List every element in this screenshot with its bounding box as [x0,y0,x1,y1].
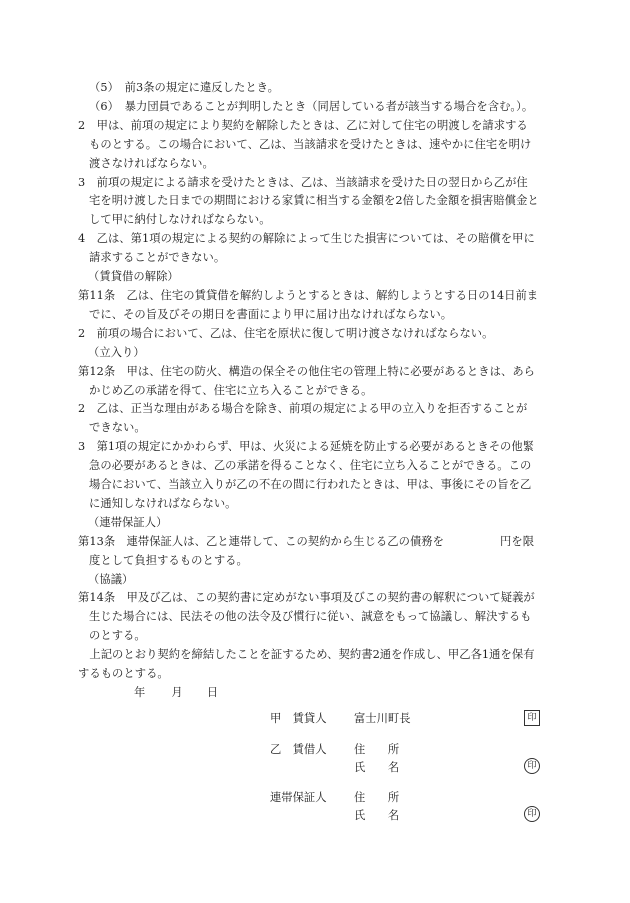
article-14-line-3: のとする。 [89,629,146,643]
closing-line-1: 上記のとおり契約を締結したことを証するため、契約書2通を作成し、甲乙各1通を保有 [78,648,535,662]
article-12-line-2: かじめ乙の承諾を得て、住宅に立ち入ることができる。 [89,383,373,397]
paragraph-number: 2 [78,118,86,132]
paragraph-2-line-2: ものとする。この場合において、乙は、当該請求を受けたときは、速やかに住宅を明け [89,137,532,151]
guarantor-role: 連帯保証人 [270,791,327,804]
paragraph-text: 前項の規定による請求を受けたときは、乙は、当該請求を受けた日の翌日から乙が住 [85,175,528,189]
lessee-address-label: 住 所 [354,743,400,756]
clause-item-5: （5） 前3条の規定に違反したとき。 [89,81,279,94]
article-14-line-1: 第14条 甲及び乙は、この契約書に定めがない事項及びこの契約書の解釈について疑義が [78,591,535,605]
article-13-line-2: 度として負担するものとする。 [89,553,248,567]
paragraph-3-line-3: して甲に納付しなければならない。 [89,213,271,227]
article-13-limit-text: 円を限 [500,534,535,548]
article-12-paragraph-3-line-3: 場合において、当該立入りが乙の不在の間に行われたときは、甲は、事後にその旨を乙 [89,478,532,492]
article-12-paragraph-2-line-1: 2 乙は、正当な理由がある場合を除き、前項の規定による甲の立入りを拒否することが [78,402,528,416]
contract-body [78,79,578,703]
article-12-paragraph-2-line-2: できない。 [89,421,146,435]
year-label: 年 [134,686,146,699]
paragraph-text: 甲は、前項の規定により契約を解除したときは、乙に対して住宅の明渡しを請求する [85,118,528,132]
article-11-line-1: 第11条 乙は、住宅の賃貸借を解約しようとするときは、解約しようとする日の14日前ま [78,288,539,302]
article-12-paragraph-3-line-4: に通知しなければならない。 [89,496,237,510]
caption-article-11: （賃貸借の解除） [88,270,179,284]
paragraph-3-line-2: 宅を明け渡した日までの期間における家賃に相当する金額を2倍した金額を損害賠償金と [89,194,539,208]
lessor-name: 富士川町長 [354,712,411,725]
month-label: 月 [171,686,183,699]
caption-article-12: （立入り） [88,345,145,359]
day-label: 日 [206,686,219,699]
date-line [78,684,578,703]
article-13-text: 第13条 連帯保証人は、乙と連帯して、この契約から生じる乙の債務を [78,534,445,548]
caption-article-13: （連帯保証人） [88,515,168,529]
lessee-name-label: 氏 名 [354,761,400,774]
article-14-line-2: 生じた場合には、民法その他の法令及び慣行に従い、誠意をもって協議し、解決するも [89,610,532,624]
closing-line-2: するものとする。 [78,667,169,681]
article-12-paragraph-3-line-2: 急の必要があるときは、乙の承諾を得ることなく、住宅に立ち入ることができる。この [89,459,532,473]
paragraph-2-line-1 [78,117,578,136]
paragraph-2-line-3: 渡さなければならない。 [89,156,214,170]
paragraph-text: 乙は、第1項の規定による契約の解除によって生じた損害については、その賠償を甲に [85,232,535,246]
paragraph-number: 3 [78,175,86,189]
paragraph-number: 4 [78,232,86,246]
lessee-role: 乙 賃借人 [270,743,327,756]
lessee-seal-icon: 印 [524,758,540,774]
guarantor-name-label: 氏 名 [354,809,400,822]
article-12-paragraph-3-line-1: 3 第1項の規定にかかわらず、甲は、火災による延焼を防止する必要があるときその他緊 [78,440,535,454]
paragraph-3-line-1 [78,174,578,193]
article-11-paragraph-2: 2 前項の場合において、乙は、住宅を原状に復して明け渡さなければならない。 [78,326,494,340]
article-11-line-2: でに、その旨及びその期日を書面により甲に届け出なければならない。 [89,307,453,321]
paragraph-4-line-1 [78,230,578,249]
guarantor-address-label: 住 所 [354,791,400,804]
article-13-line-1 [78,533,578,552]
caption-article-14: （協議） [88,572,134,586]
clause-item-6: （6） 暴力団員であることが判明したとき（同居している者が該当する場合を含む。）。 [89,99,534,113]
guarantor-seal-icon: 印 [524,806,540,822]
paragraph-4-line-2: 請求することができない。 [89,251,226,265]
article-12-line-1: 第12条 甲は、住宅の防火、構造の保全その他住宅の管理上特に必要があるときは、あら [78,364,536,378]
lessor-seal-icon: 印 [524,710,540,726]
lessor-role: 甲 賃貸人 [270,712,327,725]
